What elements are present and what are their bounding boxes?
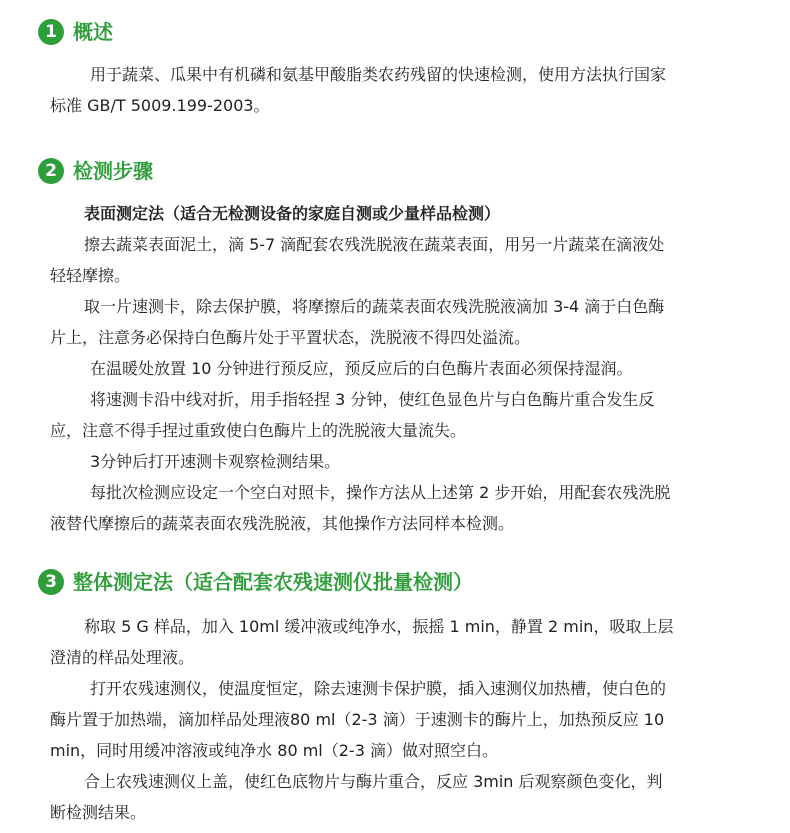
batch-method-body — [50, 611, 750, 828]
section-title: 整体测定法（适合配套农残速测仪批量检测） — [73, 570, 473, 594]
paragraph-line: 擦去蔬菜表面泥土，滴 5-7 滴配套农残洗脱液在蔬菜表面，用另一片蔬菜在滴液处 — [84, 235, 665, 254]
paragraph-line: 合上农残速测仪上盖，使红色底物片与酶片重合，反应 3min 后观察颜色变化，判 — [84, 772, 663, 791]
paragraph-line: 液替代摩擦后的蔬菜表面农残洗脱液，其他操作方法同样本检测。 — [50, 514, 515, 533]
section-heading-overview — [38, 17, 113, 47]
paragraph-line: 在温暖处放置 10 分钟进行预反应，预反应后的白色酶片表面必须保持湿润。 — [90, 359, 633, 378]
steps-body — [50, 198, 750, 539]
paragraph-line: 用于蔬菜、瓜果中有机磷和氨基甲酸脂类农药残留的快速检测，使用方法执行国家 — [90, 65, 667, 84]
paragraph-line: 标准 GB/T 5009.199-2003。 — [50, 96, 270, 115]
paragraph-line: 将速测卡沿中线对折，用手指轻捏 3 分钟，使红色显色片与白色酶片重合发生反 — [90, 390, 655, 409]
paragraph-line: min，同时用缓冲溶液或纯净水 80 ml（2-3 滴）做对照空白。 — [50, 741, 498, 760]
section-heading-batch-method — [38, 567, 473, 597]
method-subtitle: 表面测定法（适合无检测设备的家庭自测或少量样品检测） — [84, 204, 501, 223]
paragraph-line: 取一片速测卡，除去保护膜，将摩擦后的蔬菜表面农残洗脱液滴加 3-4 滴于白色酶 — [84, 297, 665, 316]
section-number-badge: 1 — [38, 19, 64, 45]
section-number-badge: 2 — [38, 158, 64, 184]
paragraph-line: 称取 5 G 样品，加入 10ml 缓冲液或纯净水，振摇 1 min，静置 2 min，吸取上层 — [84, 617, 674, 636]
paragraph-line: 断检测结果。 — [50, 803, 147, 822]
section-heading-steps — [38, 156, 153, 186]
paragraph-line: 澄清的样品处理液。 — [50, 648, 195, 667]
overview-paragraph — [50, 59, 750, 121]
section-title: 概述 — [73, 20, 113, 44]
section-number-badge: 3 — [38, 569, 64, 595]
paragraph-line: 片上，注意务必保持白色酶片处于平置状态，洗脱液不得四处溢流。 — [50, 328, 531, 347]
paragraph-line: 应，注意不得手捏过重致使白色酶片上的洗脱液大量流失。 — [50, 421, 467, 440]
paragraph-line: 每批次检测应设定一个空白对照卡，操作方法从上述第 2 步开始，用配套农残洗脱 — [90, 483, 671, 502]
paragraph-line: 3分钟后打开速测卡观察检测结果。 — [90, 452, 341, 471]
paragraph-line: 轻轻摩擦。 — [50, 266, 131, 285]
paragraph-line: 酶片置于加热端，滴加样品处理液80 ml（2-3 滴）于速测卡的酶片上，加热预反应 10 — [50, 710, 665, 729]
section-title: 检测步骤 — [73, 159, 153, 183]
paragraph-line: 打开农残速测仪，使温度恒定，除去速测卡保护膜，插入速测仪加热槽，使白色的 — [90, 679, 667, 698]
